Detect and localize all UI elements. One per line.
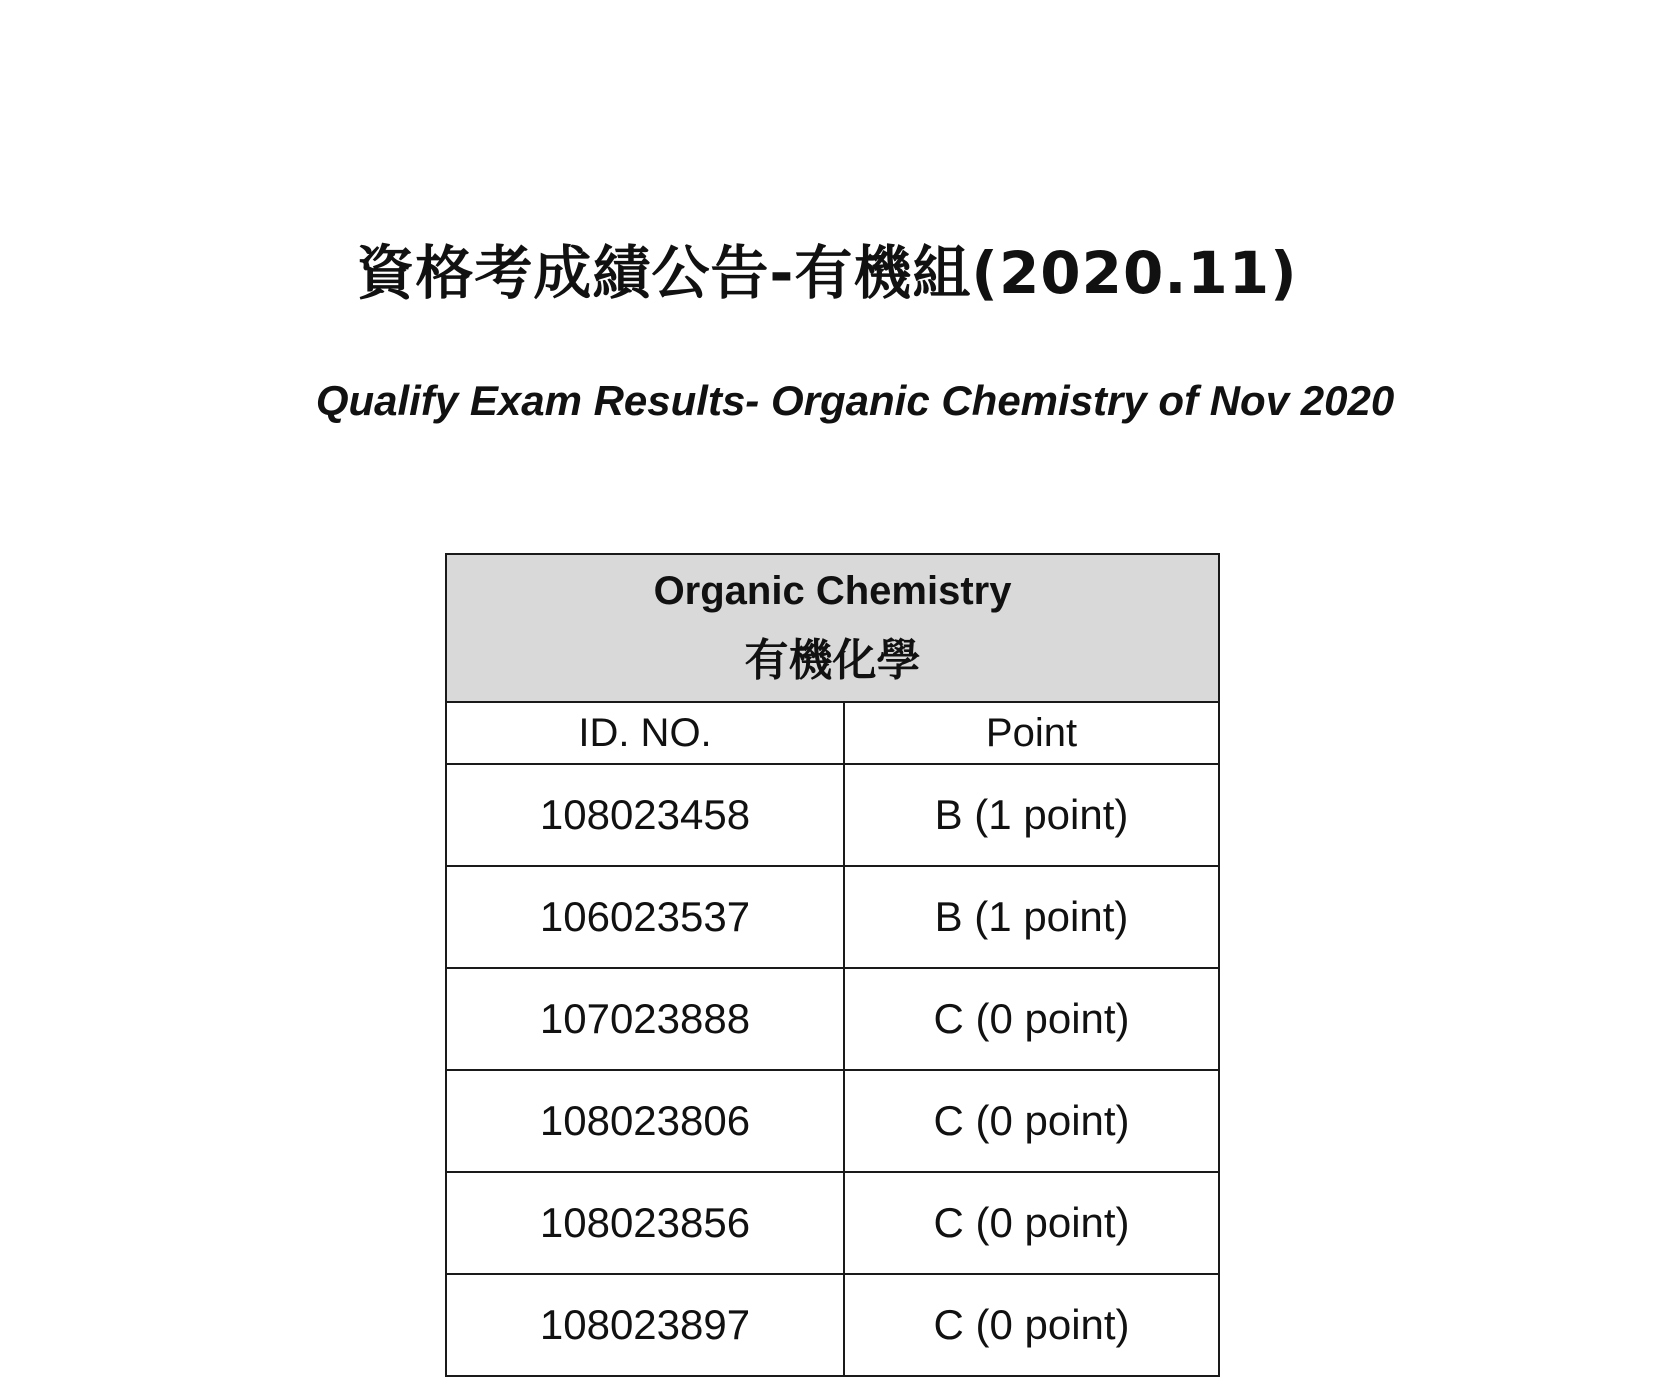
column-header-id: ID. NO. — [446, 702, 844, 764]
id-cell: 107023888 — [446, 968, 844, 1070]
page-title-chinese: 資格考成績公告-有機組(2020.11) — [356, 239, 1298, 307]
section-title-english: Organic Chemistry — [653, 569, 1012, 613]
id-cell: 106023537 — [446, 866, 844, 968]
table-row — [446, 764, 1219, 866]
page-title-english: Qualify Exam Results- Organic Chemistry of Nov 2020 — [315, 377, 1395, 424]
table-row — [446, 866, 1219, 968]
results-table — [445, 553, 1220, 1377]
column-header-row — [446, 702, 1219, 764]
point-cell: C (0 point) — [844, 1172, 1219, 1274]
point-cell: B (1 point) — [844, 866, 1219, 968]
section-title-chinese: 有機化學 — [744, 635, 921, 686]
id-cell: 108023806 — [446, 1070, 844, 1172]
section-header-row — [446, 554, 1219, 702]
column-header-point: Point — [844, 702, 1219, 764]
section-header-cell — [446, 554, 1219, 702]
table-row — [446, 1274, 1219, 1376]
point-cell: C (0 point) — [844, 1274, 1219, 1376]
table-row — [446, 1070, 1219, 1172]
point-cell: B (1 point) — [844, 764, 1219, 866]
id-cell: 108023897 — [446, 1274, 844, 1376]
id-cell: 108023458 — [446, 764, 844, 866]
point-cell: C (0 point) — [844, 1070, 1219, 1172]
point-cell: C (0 point) — [844, 968, 1219, 1070]
table-row — [446, 1172, 1219, 1274]
table-row — [446, 968, 1219, 1070]
id-cell: 108023856 — [446, 1172, 844, 1274]
